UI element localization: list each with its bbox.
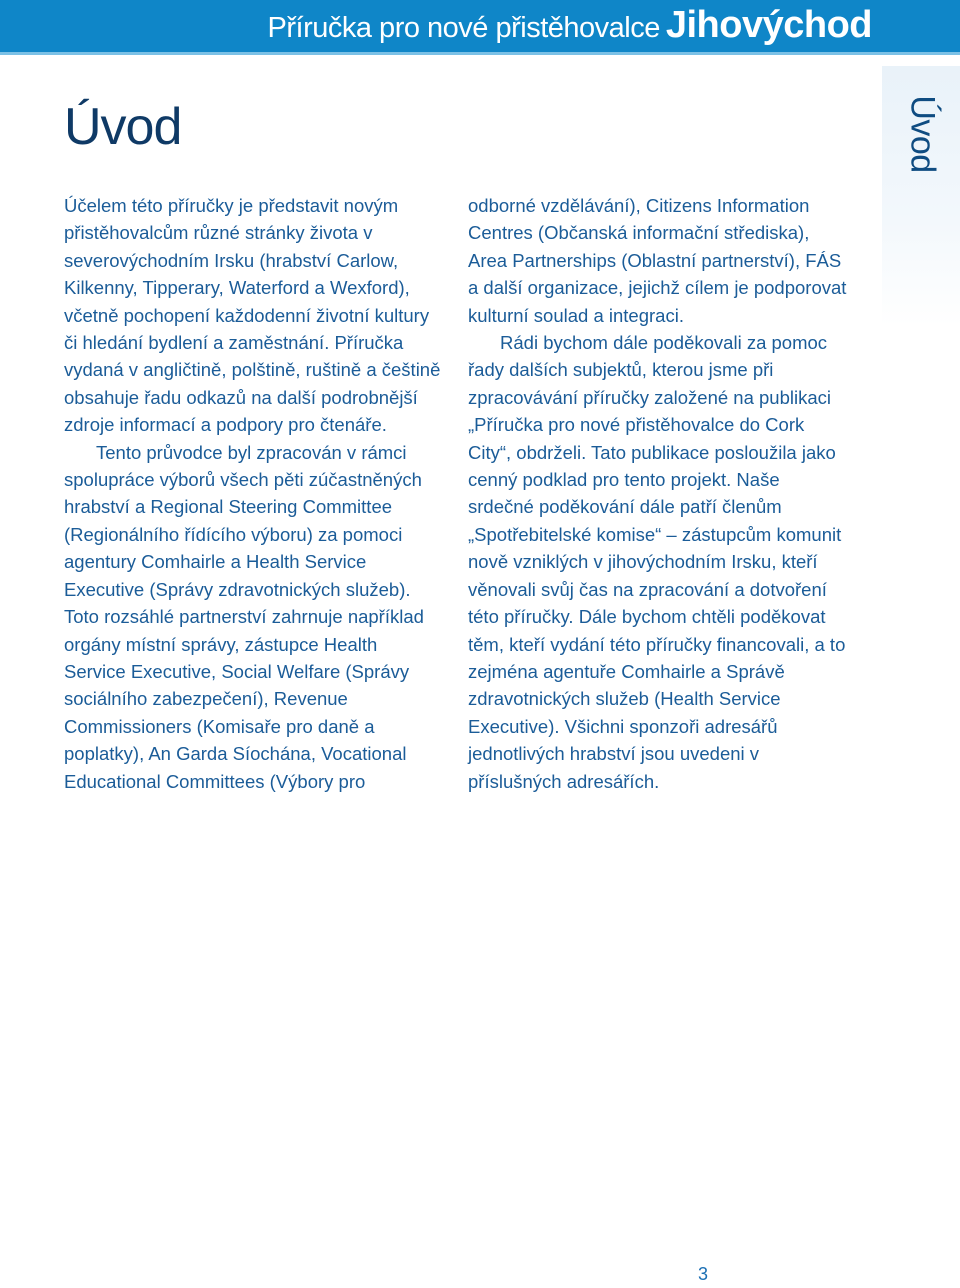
partnership-paragraph-continued: odborné vzdělávání), Citizens Information Centres (Občanská informační střediska), Area Partnerships (Oblastní partnerství), FÁS a další organizace, jejichž cílem je podporovat kulturní soulad a integraci. [468, 195, 847, 326]
header-divider [0, 52, 960, 55]
header-region-title: Jihovýchod [665, 4, 872, 46]
left-column [64, 192, 444, 795]
acknowledgements-paragraph: Rádi bychom dále poděkovali za pomoc řady dalších subjektů, kterou jsme při zpracovávání příručky založené na publikaci „Příručka pro nové přistěhovalce do Cork City“, obdrželi. Tato publikace posloužila jako cenný podklad pro tento projekt. Naše srdečné poděkování dále patří členům „Spotřebitelské komise“ – zástupcům komunit nově vzniklých v jihovýchodním Irsku, kteří věnovali svůj čas na zpracování a dotvoření této příručky. Dále bychom chtěli poděkovat těm, kteří vydání této příručky financovali, a to zejména agentuře Comhairle a Správě zdravotnických služeb (Health Service Executive). Všichni sponzoři adresářů jednotlivých hrabství jsou uvedeni v příslušných adresářích. [468, 332, 846, 792]
partnership-paragraph: Tento průvodce byl zpracován v rámci spolupráce výborů všech pěti zúčastněných hrabství a Regional Steering Committee (Regionálního řídícího výboru) za pomoci agentury Comhairle a Health Service Executive (Správy zdravotnických služeb). Toto rozsáhlé partnerství zahrnuje například orgány místní správy, zástupce Health Service Executive, Social Welfare (Správy sociálního zabezpečení), Revenue Commissioners (Komisaře pro daně a poplatky), An Garda Síochána, Vocational Educational Committees (Výbory pro [64, 441, 424, 792]
right-column [468, 192, 848, 795]
header-title [268, 0, 872, 52]
page-number: 3 [698, 1264, 709, 1284]
page-title: Úvod [64, 98, 182, 156]
side-tab-label: Úvod [903, 95, 942, 173]
intro-paragraph: Účelem této příručky je představit novým přistěhovalcům různé stránky života v severovýchodním Irsku (hrabství Carlow, Kilkenny, Tipperary, Waterford a Wexford), včetně pochopení každodenní životní kultury či hledání bydlení a zaměstnání. Příručka vydaná v angličtině, polštině, ruštině a češtině obsahuje řadu odkazů na další podrobnější zdroje informací a podpory pro čtenáře. [64, 195, 441, 436]
header-subtitle: Příručka pro nové přistěhovalce [267, 12, 660, 44]
